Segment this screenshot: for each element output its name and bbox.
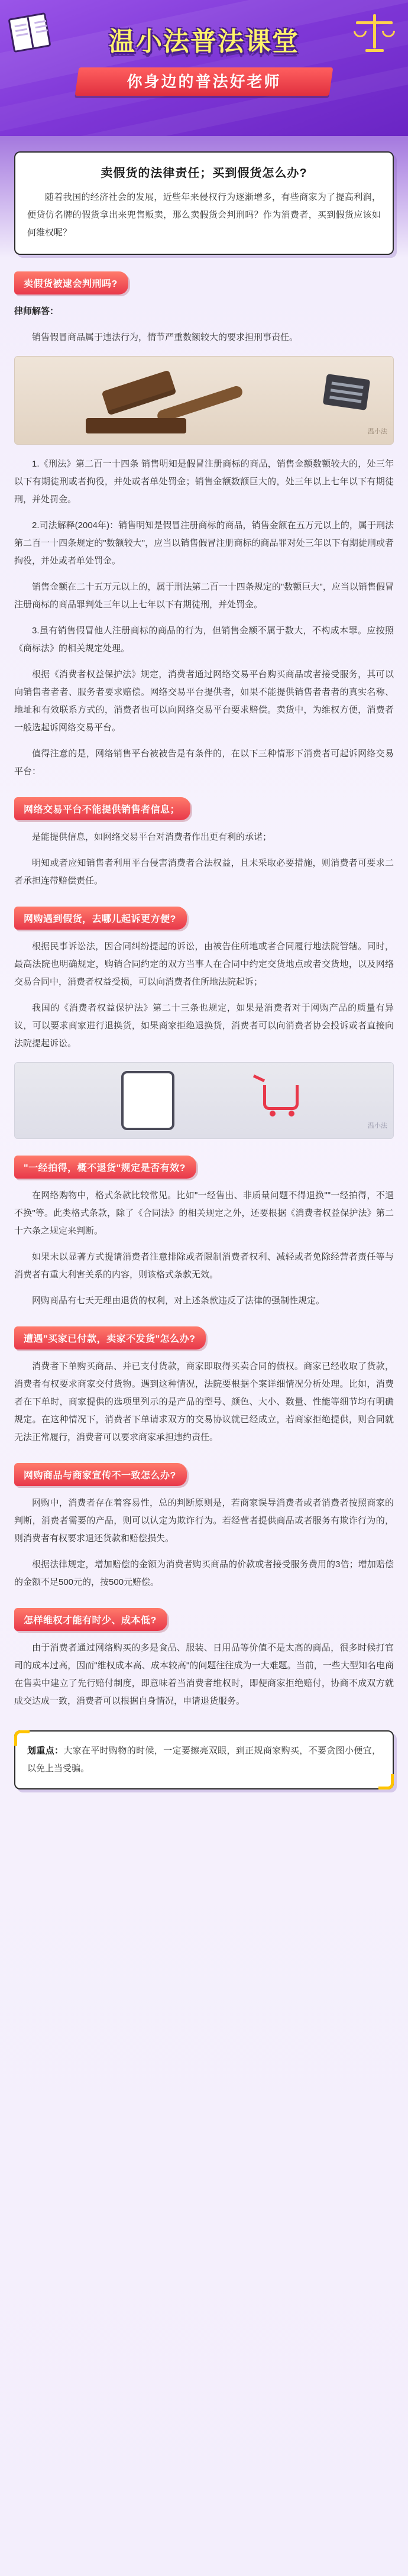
paragraph: 明知或者应知销售者利用平台侵害消费者合法权益，且未采取必要措施，则消费者可要求二者承担连带赔偿责任。	[14, 858, 394, 886]
paragraph: 网购商品有七天无理由退货的权利，对上述条款违反了法律的强制性规定。	[32, 1296, 325, 1306]
corner-decoration	[378, 1774, 394, 1789]
page-subtitle: 你身边的普法好老师	[127, 73, 281, 90]
footer-text	[27, 1742, 381, 1778]
intro-body: 随着我国的经济社会的发展，近些年来侵权行为逐渐增多，有些商家为了提高利润，便贷仿名牌的假货拿出来兜售贩卖，那么卖假货会判刑吗？作为消费者，买到假货应该如何维权呢？	[27, 192, 381, 238]
paragraph: 销售金额在二十五万元以上的，属于刑法第二百一十四条规定的"数额巨大"，应当以销售假冒注册商标的商品罪判处三年以上七年以下有期徒刑，并处罚金。	[14, 582, 394, 610]
footer-body: 大家在平时购物的时候，一定要擦亮双眼，到正规商家购买，不要贪图小便宜，以免上当受骗。	[27, 1746, 381, 1774]
paragraph: 2.司法解释(2004年)：销售明知是假冒注册商标的商品，销售金额在五万元以上的，属于刑法第二百一十四条规定的"数额较大"，应当以销售假冒注册商标的商品罪对处三年以下有期徒刑或者拘役，并处或者单处罚金。	[14, 520, 394, 566]
section-6	[14, 1463, 394, 1591]
paragraph: 是能提供信息，如网络交易平台对消费者作出更有利的承诺；	[32, 832, 272, 842]
intro-title: 卖假货的法律责任；买到假货怎么办?	[101, 167, 307, 180]
section-body	[14, 938, 394, 1139]
section-heading: 网络交易平台不能提供销售者信息；	[14, 797, 190, 820]
section-1	[14, 271, 394, 781]
section-heading: "一经拍得，概不退货"规定是否有效?	[14, 1156, 196, 1179]
section-heading: 网购遇到假货，去哪儿起诉更方便?	[14, 907, 187, 930]
page-subtitle-banner	[75, 67, 333, 96]
section-body	[14, 1494, 394, 1591]
section-4	[14, 1156, 394, 1310]
footer-prefix: 划重点：	[27, 1746, 64, 1756]
section-body	[14, 1187, 394, 1310]
section-body	[14, 829, 394, 890]
online-shopping-photo	[14, 1062, 394, 1139]
paragraph: 在网络购物中，格式条款比较常见。比如"一经售出、非质量问题不得退换""一经拍得，不退不换"等。此类格式条款，除了《合同法》的相关规定之外，还要根据《消费者权益保护法》第二十六条之规定来判断。	[14, 1190, 394, 1236]
intro-card	[14, 151, 394, 255]
watermark: 温小法	[368, 428, 387, 435]
section-body	[14, 303, 394, 781]
lawyer-label: 律师解答：	[14, 306, 59, 316]
section-5	[14, 1326, 394, 1446]
page-title: 温小法普法课堂	[109, 27, 299, 56]
paragraph: 由于消费者通过网络购买的多是食品、服装、日用品等价值不是太高的商品，很多时候打官司的成本过高，因而"维权成本高、成本较高"的问题往往成为一大难题。当前，一些大型知名电商在售卖中建立了先行赔付制度，即意味着当消费者维权时，即便商家拒绝赔付，协商不成双方就成交达成一致，消费者可以根据自身情况，申请退货服务。	[14, 1643, 394, 1706]
paragraph: 值得注意的是，网络销售平台被被告是有条件的，在以下三种情形下消费者可起诉网络交易平台：	[14, 749, 394, 776]
gavel-photo	[14, 356, 394, 445]
paragraph: 根据法律规定，增加赔偿的金额为消费者购买商品的价款或者接受服务费用的3倍；增加赔偿的金额不足500元的，按500元赔偿。	[14, 1559, 394, 1587]
paragraph: 1.《刑法》第二百一十四条 销售明知是假冒注册商标的商品，销售金额数额较大的，处三年以下有期徒刑或者拘役，并处或者单处罚金；销售金额数额巨大的，处三年以上七年以下有期徒刑，并处罚金。	[14, 459, 394, 504]
footer-tip-card	[14, 1730, 394, 1789]
section-body	[14, 1358, 394, 1446]
section-heading: 卖假货被逮会判刑吗?	[14, 271, 128, 295]
paragraph: 如果未以显著方式提请消费者注意排除或者限制消费者权利、减轻或者免除经营者责任等与消费者有重大利害关系的内容，则该格式条款无效。	[14, 1252, 394, 1280]
section-7	[14, 1608, 394, 1710]
page-header	[0, 0, 408, 136]
paragraph: 根据《消费者权益保护法》规定，消费者通过网络交易平台购买商品或者接受服务，其可以向销售者者者、服务者要求赔偿。网络交易平台提供者，如果不能提供销售者者者的真实名称、地址和有效联系方式的，消费者也可以向网络交易平台要求赔偿。卖货中，为维权方便，消费者一般选起诉网络交易平台。	[14, 669, 394, 733]
section-heading: 网购商品与商家宣传不一致怎么办?	[14, 1463, 187, 1486]
paragraph: 3.虽有销售假冒他人注册商标的商品的行为，但销售金额不属于数大，不构成本罪。应按照《商标法》的相关规定处理。	[14, 626, 394, 653]
corner-decoration	[14, 1730, 30, 1746]
paragraph: 网购中，消费者存在着容易性，总的判断原则是，若商家误导消费者或者消费者按照商家的判断，消费者需要的产品，则可以认定为欺诈行为。若经营者提供商品或者服务有欺诈行为的，则消费者有权要求退还货款和赔偿损失。	[14, 1498, 394, 1543]
section-heading: 怎样维权才能有时少、成本低?	[14, 1608, 167, 1631]
paragraph: 根据民事诉讼法，因合同纠纷提起的诉讼，由被告住所地或者合同履行地法院管辖。同时，最高法院也明确规定，购销合同约定的双方当事人在合同中约定交货地点或者交货地，以及网络交易合同中，消费者权益受损，可以向消费者住所地法院起诉；	[14, 941, 394, 987]
paragraph: 消费者下单购买商品、并已支付货款，商家即取得买卖合同的债权。商家已经收取了货款，消费者有权要求商家交付货物。遇到这种情况，法院要根据个案详细情况分析处理。比如，消费者在下单时，商家提供的选项里列示的是产品的型号、颜色、大小、数量、性能等细节均有明确规定。在这种情况下，消费者下单请求双方的交易协议就已经成立，若商家拒绝提供，则合同就无法正常履行，消费者可以要求商家承担违约责任。	[14, 1361, 394, 1442]
watermark: 温小法	[368, 1122, 387, 1130]
section-body	[14, 1639, 394, 1710]
paragraph: 我国的《消费者权益保护法》第二十三条也规定，如果是消费者对于网购产品的质量有异议，可以要求商家进行退换货，如果商家拒绝退换货，消费者可以向消费者协会投诉或者直接向法院提起诉讼。	[14, 1003, 394, 1048]
section-3	[14, 907, 394, 1139]
paragraph: 销售假冒商品属于违法行为，情节严重数额较大的要求担刑事责任。	[32, 332, 299, 342]
section-2	[14, 797, 394, 890]
section-heading: 遭遇"买家已付款，卖家不发货"怎么办?	[14, 1326, 206, 1350]
